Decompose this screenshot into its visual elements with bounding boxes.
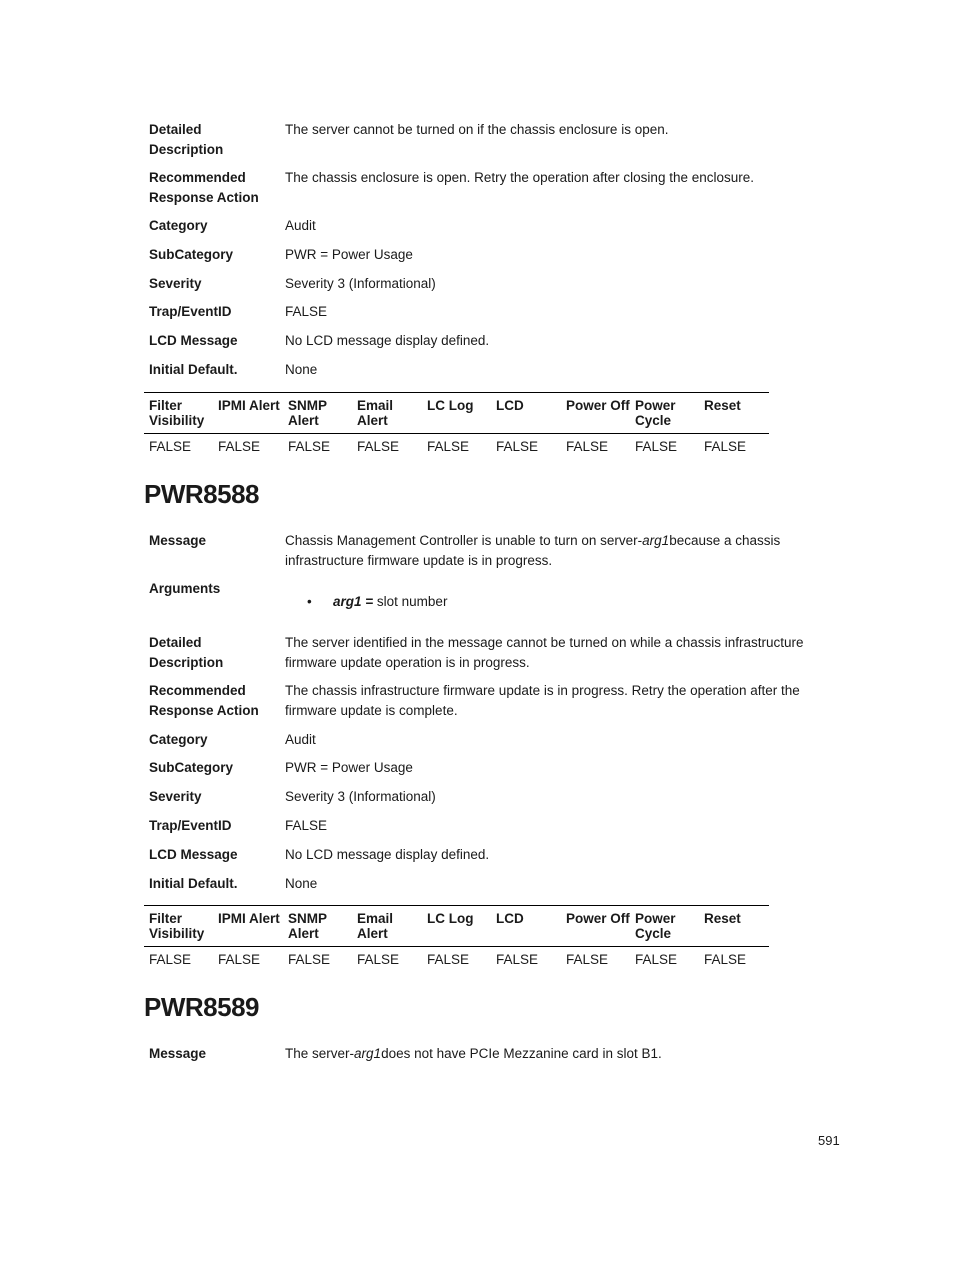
header-lcd: LCD: [496, 911, 524, 926]
flag-value: FALSE: [635, 952, 678, 967]
label-detailed-description: Detailed Description: [149, 122, 224, 157]
header-email-alert: Email Alert: [357, 911, 394, 941]
header-power-off: Power Off: [566, 911, 630, 926]
flag-value: FALSE: [288, 439, 331, 454]
message-text-pre: The server-: [285, 1046, 355, 1061]
flag-value: FALSE: [218, 952, 261, 967]
flag-value: FALSE: [427, 952, 470, 967]
label-initial-default: Initial Default.: [149, 362, 238, 377]
label-subcategory: SubCategory: [149, 247, 234, 262]
value-severity: Severity 3 (Informational): [285, 789, 436, 804]
header-power-cycle: Power Cycle: [635, 398, 676, 428]
flag-value: FALSE: [218, 439, 261, 454]
header-filter-visibility: Filter Visibility: [149, 911, 205, 941]
value-initial-default: None: [285, 876, 318, 891]
value-lcd-message: No LCD message display defined.: [285, 333, 490, 348]
value-message: [285, 531, 805, 570]
header-snmp-alert: SNMP Alert: [288, 911, 327, 941]
value-trap-eventid: FALSE: [285, 818, 328, 833]
value-detailed-description: The server cannot be turned on if the chassis enclosure is open.: [285, 122, 669, 137]
flag-value: FALSE: [496, 439, 539, 454]
flag-value: FALSE: [704, 952, 747, 967]
value-subcategory: PWR = Power Usage: [285, 760, 413, 775]
flag-value: FALSE: [635, 439, 678, 454]
section-title-pwr8589: PWR8589: [144, 992, 259, 1022]
value-recommended-response-action: The chassis infrastructure firmware update is in progress. Retry the operation after the firmware update is complete.: [285, 683, 800, 718]
label-severity: Severity: [149, 276, 202, 291]
header-filter-visibility: Filter Visibility: [149, 398, 205, 428]
value-lcd-message: No LCD message display defined.: [285, 847, 490, 862]
label-lcd-message: LCD Message: [149, 333, 238, 348]
header-lc-log: LC Log: [427, 911, 474, 926]
label-detailed-description: Detailed Description: [149, 635, 224, 670]
flag-value: FALSE: [566, 439, 609, 454]
bullet-point: •: [307, 594, 312, 609]
argument-name: arg1 =: [333, 594, 374, 609]
header-ipmi-alert: IPMI Alert: [218, 911, 280, 926]
header-reset: Reset: [704, 398, 741, 413]
flag-value: FALSE: [704, 439, 747, 454]
flag-value: FALSE: [427, 439, 470, 454]
label-subcategory: SubCategory: [149, 760, 234, 775]
flag-value: FALSE: [357, 439, 400, 454]
value-detailed-description: The server identified in the message cannot be turned on while a chassis infrastructure firmware update operation is in progress.: [285, 635, 804, 670]
section-title-pwr8588: PWR8588: [144, 479, 259, 509]
argument-description: slot number: [373, 594, 448, 609]
header-email-alert: Email Alert: [357, 398, 394, 428]
flag-value: FALSE: [288, 952, 331, 967]
header-reset: Reset: [704, 911, 741, 926]
value-message: [285, 1044, 805, 1064]
value-recommended-response-action: The chassis enclosure is open. Retry the operation after closing the enclosure.: [285, 170, 755, 185]
message-text-post: because a chassis infrastructure firmware update is in progress.: [285, 533, 781, 568]
label-lcd-message: LCD Message: [149, 847, 238, 862]
value-initial-default: None: [285, 362, 318, 377]
page-number: 591: [818, 1133, 840, 1148]
flags-table-header: [144, 905, 769, 947]
header-power-cycle: Power Cycle: [635, 911, 676, 941]
header-lcd: LCD: [496, 398, 524, 413]
label-recommended-response-action: Recommended Response Action: [149, 683, 259, 718]
label-initial-default: Initial Default.: [149, 876, 238, 891]
message-arg: arg1: [642, 533, 670, 548]
message-text-post: does not have PCIe Mezzanine card in slot B1.: [381, 1046, 662, 1061]
value-trap-eventid: FALSE: [285, 304, 328, 319]
label-category: Category: [149, 732, 208, 747]
flags-table-header: [144, 392, 769, 434]
header-snmp-alert: SNMP Alert: [288, 398, 327, 428]
message-arg: arg1: [354, 1046, 382, 1061]
value-subcategory: PWR = Power Usage: [285, 247, 413, 262]
label-message: Message: [149, 1046, 207, 1061]
value-severity: Severity 3 (Informational): [285, 276, 436, 291]
header-lc-log: LC Log: [427, 398, 474, 413]
label-arguments: Arguments: [149, 581, 221, 596]
label-trap-eventid: Trap/EventID: [149, 304, 232, 319]
flag-value: FALSE: [357, 952, 400, 967]
label-severity: Severity: [149, 789, 202, 804]
header-ipmi-alert: IPMI Alert: [218, 398, 280, 413]
label-message: Message: [149, 533, 207, 548]
label-category: Category: [149, 218, 208, 233]
label-recommended-response-action: Recommended Response Action: [149, 170, 259, 205]
message-text-pre: Chassis Management Controller is unable to turn on server-: [285, 533, 643, 548]
flag-value: FALSE: [149, 439, 192, 454]
header-power-off: Power Off: [566, 398, 630, 413]
value-category: Audit: [285, 218, 316, 233]
value-category: Audit: [285, 732, 316, 747]
flag-value: FALSE: [566, 952, 609, 967]
flag-value: FALSE: [496, 952, 539, 967]
flag-value: FALSE: [149, 952, 192, 967]
label-trap-eventid: Trap/EventID: [149, 818, 232, 833]
